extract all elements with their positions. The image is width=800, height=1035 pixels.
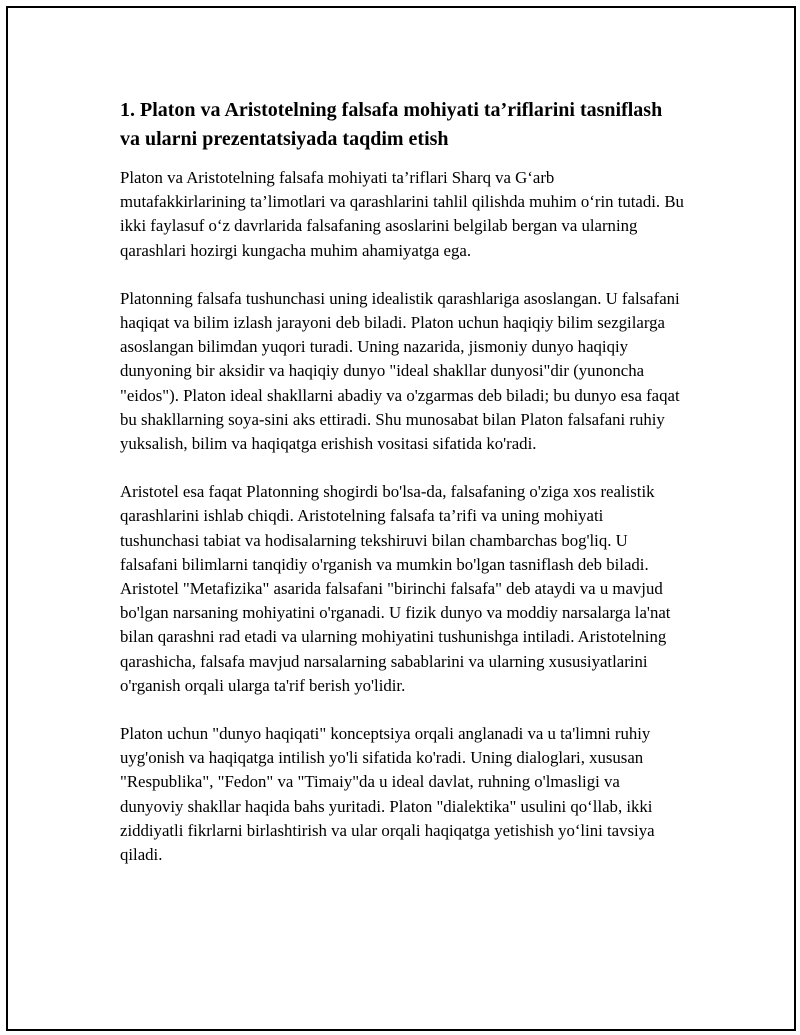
paragraph-aristotel: Aristotel esa faqat Platonning shogirdi bo'lsa-da, falsafaning o'ziga xos realistik qarashlarini ishlab chiqdi. Aristotelning falsafa ta’rifi va uning mohiyati tushunchasi tabiat va hodisalarning tekshiruvi bilan chambarchas bog'liq. U falsafani bilimlarni tanqidiy o'rganish va mumkin bo'lgan tasniflash deb biladi. Aristotel "Metafizika" asarida falsafani "birinchi falsafa" deb ataydi va u mavjud bo'lgan narsaning mohiyatini o'rganadi. U fizik dunyo va moddiy narsalarga la'nat bilan qarashni rad etadi va ularning mohiyatini tushunishga intiladi. Aristotelning qarashicha, falsafa mavjud narsalarning sabablarini va ularning xususiyatlarini o'rganish orqali ularga ta'rif berish yo'lidir. — [120, 482, 671, 695]
paragraph-platon: Platonning falsafa tushunchasi uning idealistik qarashlariga asoslangan. U falsafani haqiqat va bilim izlash jarayoni deb biladi. Platon uchun haqiqiy bilim sezgilarga asoslangan bilimdan yuqori turadi. Uning nazarida, jismoniy dunyo haqiqiy dunyoning bir aksidir va haqiqiy dunyo "ideal shakllar dunyosi"dir (yunoncha "eidos"). Platon ideal shakllarni abadiy va o'zgarmas deb biladi; bu dunyo esa faqat bu shakllarning soya-sini aks ettiradi. Shu munosabat bilan Platon falsafani ruhiy yuksalish, bilim va haqiqatga erishish vositasi sifatida ko'radi. — [120, 288, 680, 454]
document-body — [120, 96, 684, 891]
paragraph-intro: Platon va Aristotelning falsafa mohiyati ta’riflari Sharq va G‘arb mutafakkirlarining ta’limotlari va qarashlarini tahlil qilishda muhim o‘rin tutadi. Bu ikki faylasuf o‘z davrlarida falsafaning asoslarini belgilab bergan va ularning qarashlari hozirgi kungacha muhim ahamiyatga ega. — [120, 168, 684, 260]
document-title: 1. Platon va Aristotelning falsafa mohiyati ta’riflarini tasniflash va ularni prezentatsiyada taqdim etish — [120, 99, 663, 150]
document-page — [6, 6, 796, 1031]
paragraph-platon-dialogues: Platon uchun "dunyo haqiqati" konceptsiya orqali anglanadi va u ta'limni ruhiy uyg'onish va haqiqatga intilish yo'li sifatida ko'radi. Uning dialoglari, xususan "Respublika", "Fedon" va "Timaiy"da u ideal davlat, ruhning o'lmasligi va dunyoviy shakllar haqida bahs yuritadi. Platon "dialektika" usulini qo‘llab, ikki ziddiyatli fikrlarni birlashtirish va ular orqali haqiqatga yetishish yo‘lini tavsiya qiladi. — [120, 724, 655, 865]
